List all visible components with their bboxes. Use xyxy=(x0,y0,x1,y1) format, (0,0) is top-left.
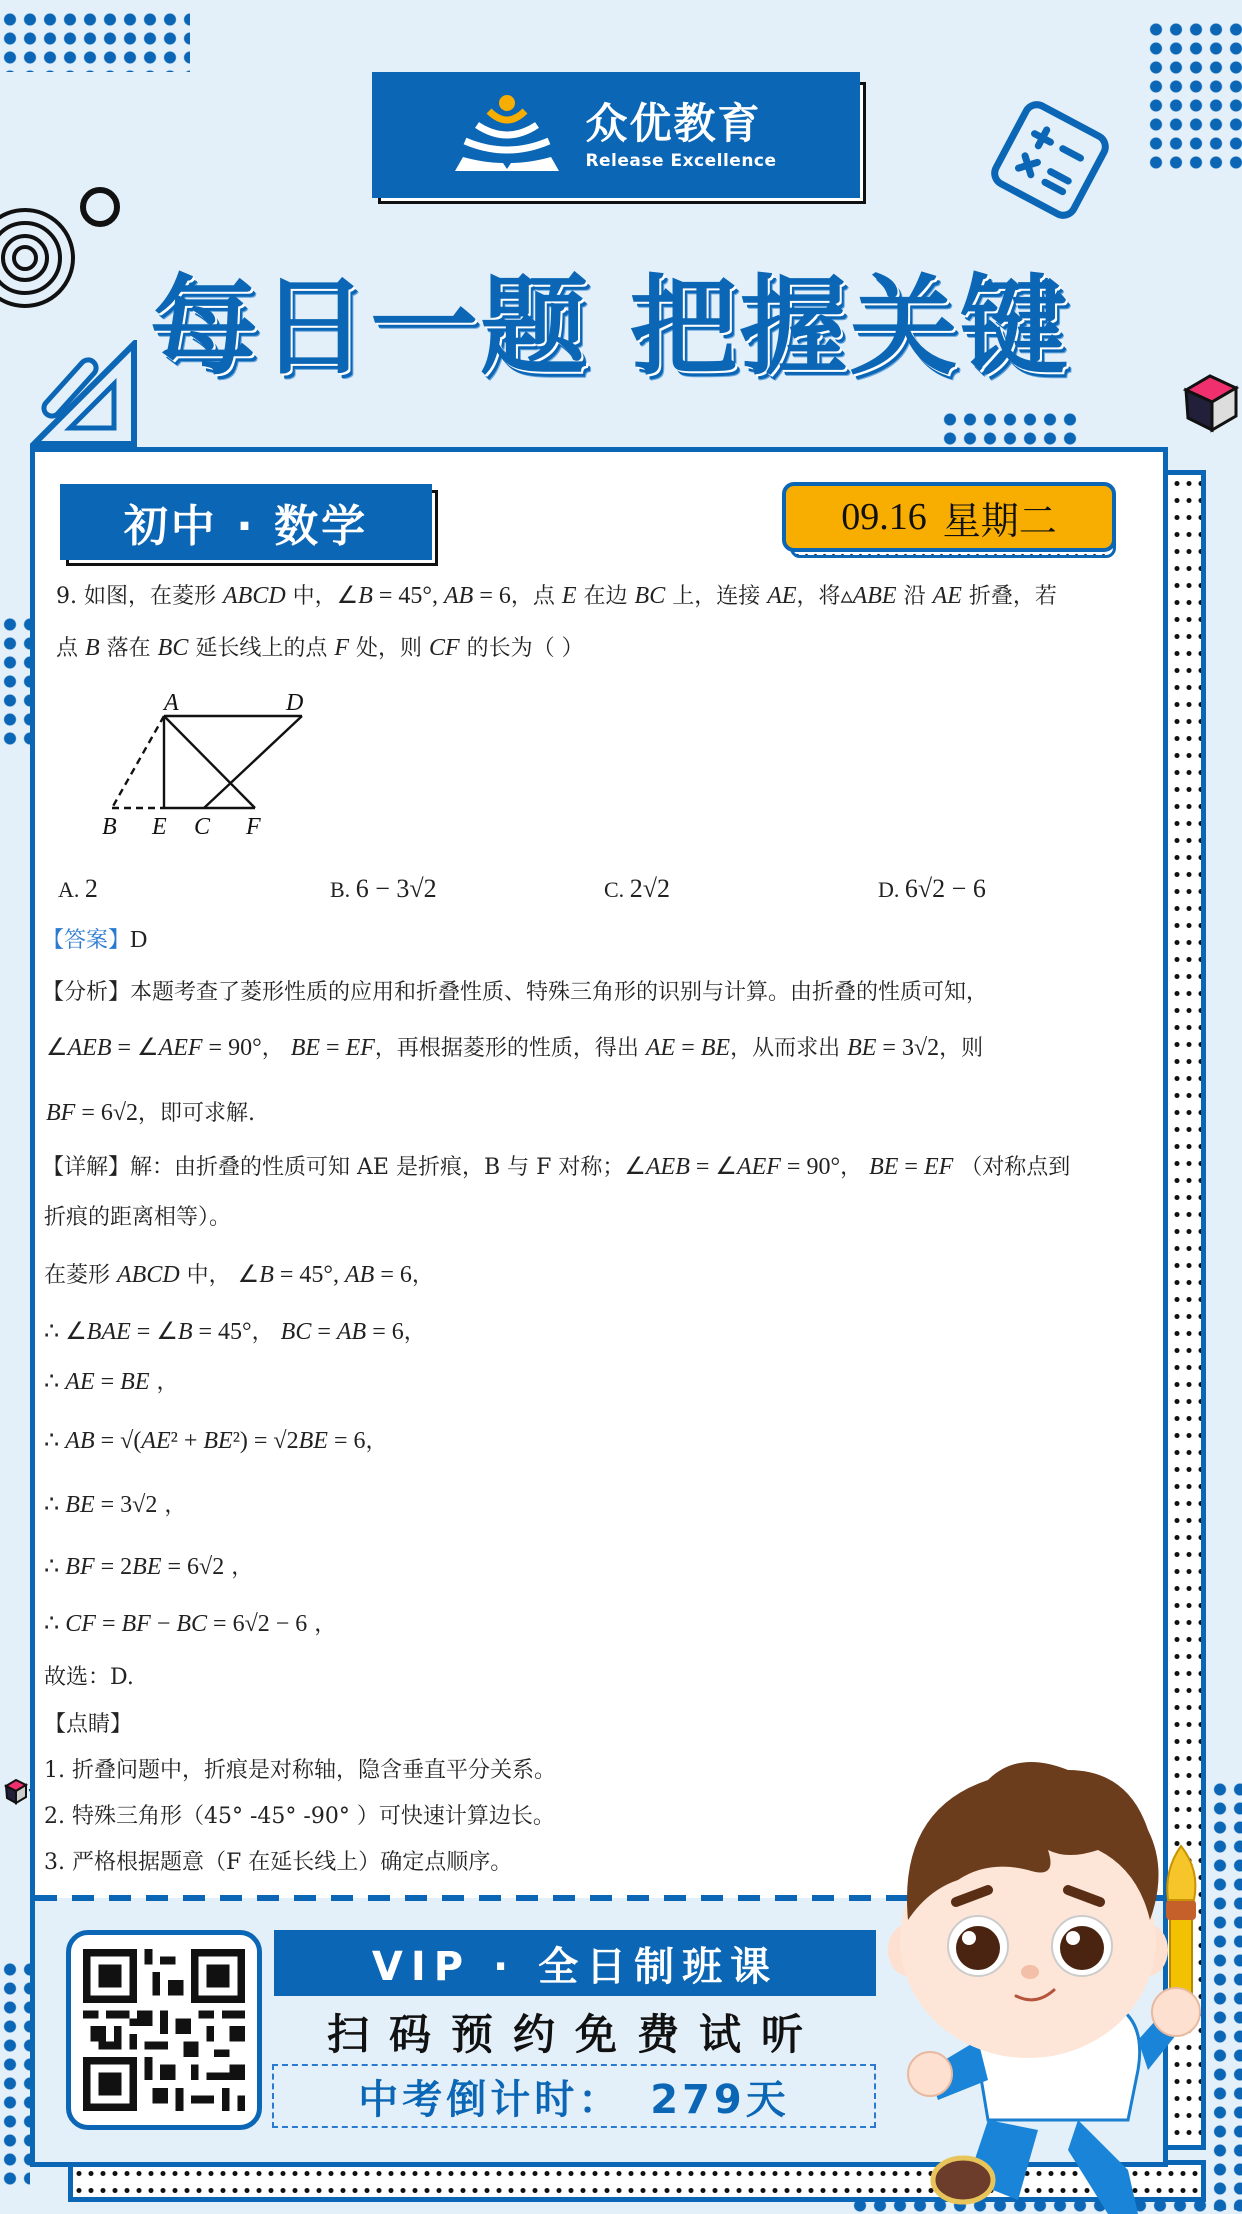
detail-step-7: ∴ CF = BF − BC = 6√2 − 6 ， xyxy=(44,1611,337,1637)
detail-line-2: 折痕的距离相等）。 xyxy=(44,1205,232,1230)
tip-item-3: 3. 严格根据题意（F 在延长线上）确定点顺序。 xyxy=(44,1850,513,1875)
calculator-icon xyxy=(990,100,1110,220)
free-trial-text: 扫码预约免费试听 xyxy=(326,2010,823,2059)
detail-step-3: ∴ AE = BE ， xyxy=(44,1369,179,1395)
detail-step-1: 在菱形 ABCD 中， ∠B = 45°, AB = 6， xyxy=(44,1262,434,1288)
target-circles-icon xyxy=(0,180,130,320)
cube-icon xyxy=(1182,372,1240,434)
brand-logo xyxy=(372,72,860,198)
tips-label: 【点睛】 xyxy=(44,1712,133,1737)
mascot-boy-illustration xyxy=(868,1750,1208,2214)
answer-value: D xyxy=(130,927,148,953)
detail-step-2: ∴ ∠BAE = ∠B = 45°， BC = AB = 6， xyxy=(44,1319,426,1345)
countdown-label: 中考倒计时： xyxy=(358,2076,623,2123)
decor-dots-right-low xyxy=(1210,1780,1242,2210)
question-line-2 xyxy=(56,633,584,664)
detail-step-6: ∴ BF = 2BE = 6√2 ， xyxy=(44,1554,254,1580)
logo-mark-icon xyxy=(455,93,559,177)
detail-label: 【详解】 xyxy=(42,1155,131,1180)
decor-dots-left-low xyxy=(0,1960,30,2190)
decor-dots-top-right xyxy=(1146,20,1242,172)
decor-dots-top-left xyxy=(0,10,190,72)
qr-code-icon xyxy=(83,1947,245,2113)
brand-name-en: Release Excellence xyxy=(585,151,777,171)
detail-line-1: 【详解】解：由折叠的性质可知 AE 是折痕，B 与 F 对称；∠AEB = ∠AEF = 90°， BE = EF （对称点到 xyxy=(42,1154,1071,1180)
svg-text:D: D xyxy=(286,690,304,716)
countdown-value: 279天 xyxy=(650,2076,790,2123)
subject-label: 初中 · 数学 xyxy=(60,484,432,560)
detail-step-5: ∴ BE = 3√2 ， xyxy=(44,1492,187,1518)
analysis-line-2: ∠AEB = ∠AEF = 90°， BE = EF，再根据菱形的性质，得出 AE = BE，从而求出 BE = 3√2，则 xyxy=(46,1035,984,1061)
svg-text:C: C xyxy=(194,814,211,840)
geometry-figure xyxy=(50,684,320,840)
vip-course-banner: VIP · 全日制班课 xyxy=(274,1930,876,1996)
decor-dots-mid-right xyxy=(940,410,1080,448)
question-text-1: 如图，在菱形 ABCD 中，∠B = 45°, AB = 6，点 E 在边 BC 上，连接 AE，将▵ABE 沿 AE 折叠，若 xyxy=(84,583,1057,609)
question-line-1: 9. 如图，在菱形 ABCD 中，∠B = 45°, AB = 6，点 E 在边 BC 上，连接 AE，将▵ABE 沿 AE 折叠，若 xyxy=(56,583,1057,609)
option-c[interactable]: C. 2√2 xyxy=(604,874,670,903)
date-value: 09.16 xyxy=(841,496,927,538)
option-d[interactable]: D. 6√2 − 6 xyxy=(878,874,986,903)
brand-name-cn: 众优教育 xyxy=(585,99,762,148)
option-a[interactable]: A. 2 xyxy=(58,874,98,903)
analysis-line-1: 【分析】本题考查了菱形性质的应用和折叠性质、特殊三角形的识别与计算。由折叠的性质可知， xyxy=(42,980,989,1005)
svg-text:E: E xyxy=(152,814,167,840)
tip-item-2: 2. 特殊三角形（45° -45° -90° ）可快速计算边长。 xyxy=(44,1804,555,1829)
analysis-label: 【分析】 xyxy=(42,980,131,1005)
tip-item-1: 1. 折叠问题中，折痕是对称轴，隐含垂直平分关系。 xyxy=(44,1758,556,1783)
exam-countdown xyxy=(272,2064,876,2128)
qr-code[interactable] xyxy=(66,1930,262,2130)
date-badge xyxy=(782,482,1116,552)
detail-step-8: 故选：D. xyxy=(44,1665,134,1690)
svg-text:B: B xyxy=(102,814,117,840)
ruler-pencil-icon xyxy=(30,340,140,450)
answer-line xyxy=(42,925,147,956)
question-text-2: 点 B 落在 BC 延长线上的点 F 处，则 CF 的长为（ ） xyxy=(56,635,584,661)
decor-dots-left xyxy=(0,615,30,745)
banner-title: 每日一题 把握关键 xyxy=(150,265,1070,390)
svg-text:F: F xyxy=(246,814,261,840)
option-b[interactable]: B. 6 − 3√2 xyxy=(330,874,437,903)
analysis-line-3: BF = 6√2，即可求解. xyxy=(46,1100,256,1126)
weekday-value: 星期二 xyxy=(942,500,1057,543)
svg-text:A: A xyxy=(164,690,179,716)
answer-label: 【答案】 xyxy=(42,928,131,953)
detail-step-4: ∴ AB = √(AE² + BE²) = √2BE = 6， xyxy=(44,1428,388,1454)
